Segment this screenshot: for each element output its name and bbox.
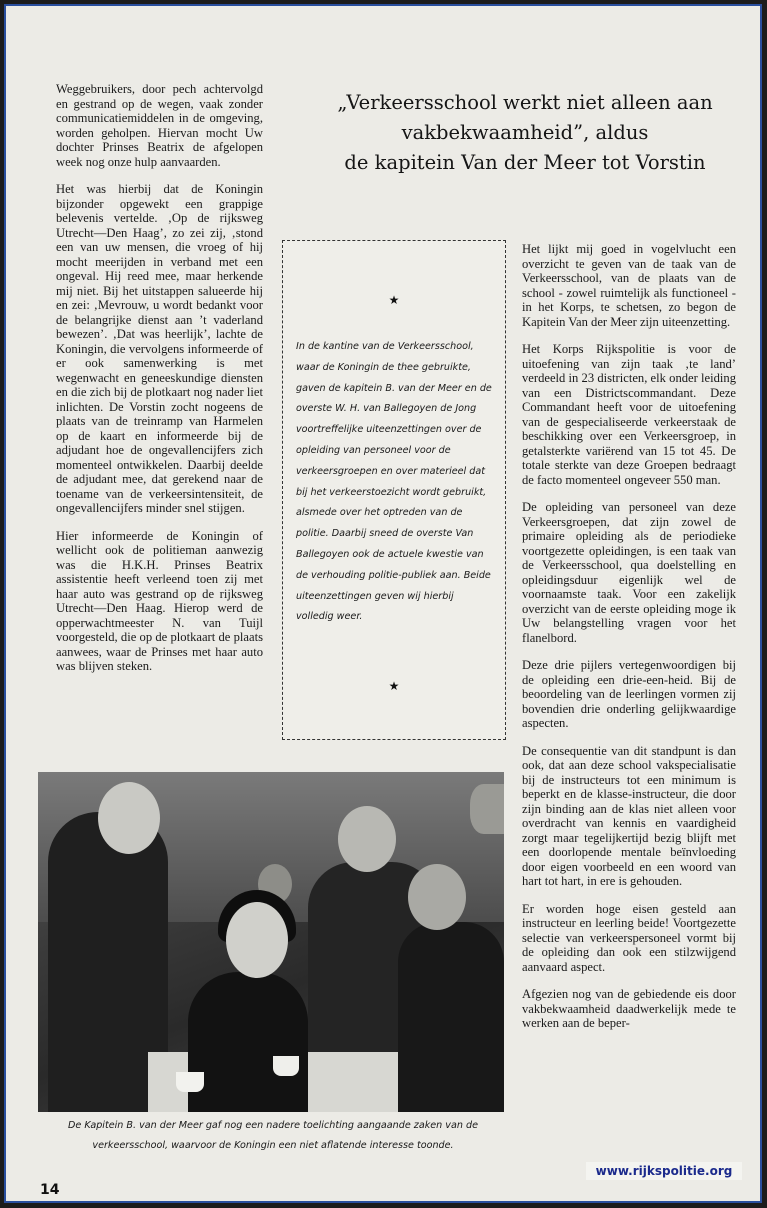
article-headline bbox=[294, 88, 756, 178]
photograph bbox=[38, 772, 504, 1112]
photo-person bbox=[98, 782, 160, 854]
headline-line-2: vakbekwaamheid”, aldus bbox=[401, 121, 649, 144]
right-paragraph-7: Afgezien nog van de gebiedende eis door vakbekwaamheid daadwerkelijk mede te werken aan de beper- bbox=[522, 987, 736, 1030]
photo-cup bbox=[273, 1056, 299, 1076]
photo-cup bbox=[176, 1072, 204, 1092]
source-watermark: www.rijkspolitie.org bbox=[586, 1162, 742, 1180]
right-paragraph-4: Deze drie pijlers vertegenwoordigen bij de opleiding een drie-een-heid. Bij de beoordeling van de leerlingen vormen zij bovendien drie onderling gelijkwaardige aspecten. bbox=[522, 658, 736, 730]
right-paragraph-5: De consequentie van dit standpunt is dan ook, dat aan deze school vakspecialisatie bij de instructeurs tot een minimum is beperkt en de klasse-instructeur, die door zijn binding aan de klas niet alleen voor overdracht van kennis en vaardigheid zorgt maar tegelijkertijd bezig blijft met een doorlopende mentale beïnvloeding door eigen voorbeeld en een woord van hart tot hart, in ere is gehouden. bbox=[522, 743, 736, 888]
headline-line-1: „Verkeersschool werkt niet alleen aan bbox=[337, 91, 713, 114]
left-paragraph-3: Hier informeerde de Koningin of wellicht ook de politieman aanwezig was die H.K.H. Prinses Beatrix assistentie heeft verleend toen zij met haar auto was gestrand op de rijksweg Utrecht—Den Haag. Hierop werd de opperwachtmeester N. van Tuijl voorgesteld, die op de plotkaart de plaats aanwees, waar de Prinses met haar auto was blijven steken. bbox=[56, 528, 263, 673]
right-paragraph-1: Het lijkt mij goed in vogelvlucht een overzicht te geven van de taak van de Verkeersschool, van de plaats van de school - zowel ruimtelijk als functioneel - in het Korps, te schetsen, zo begon de Kapitein Van der Meer zijn uiteenzetting. bbox=[522, 242, 736, 329]
photo-person bbox=[470, 784, 504, 834]
photo-caption: De Kapitein B. van der Meer gaf nog een nadere toelichting aangaande zaken van de verkeersschool, waarvoor de Koningin een niet aflatende interesse toonde. bbox=[68, 1120, 478, 1151]
star-icon: ★ bbox=[388, 679, 400, 693]
magazine-page bbox=[4, 4, 762, 1203]
right-paragraph-3: De opleiding van personeel van deze Verkeersgroepen, dat zijn zowel de primaire opleiding als de periodieke voortgezette opleidingen, is een taak van de Verkeersschool, qua doelstelling en opleidingsduur eigenlijk wel de voornaamste taak. Voor een zakelijk overzicht van de eerste opleiding moge ik Uw belangstelling vragen voor het flanelbord. bbox=[522, 500, 736, 645]
left-paragraph-1: Weggebruikers, door pech achtervolgd en gestrand op de wegen, vaak zonder communicatiemiddelen in de omgeving, worden geholpen. Hiervan mocht Uw dochter Prinses Beatrix de afgelopen week nog onze hulp aanvaarden. bbox=[56, 82, 263, 169]
photo-person bbox=[398, 922, 504, 1112]
left-paragraph-2: Het was hierbij dat de Koningin bijzonder opgewekt een grappige belevenis vertelde. ‚Op de rijksweg Utrecht—Den Haag’, zo zei zij, ‚stond een van uw mensen, die vroeg of hij mocht meerijden in verband met een ongeval. Hij reed mee, maar herkende mij niet. Bij het uitstappen salueerde hij en zei: ‚Mevrouw, u wordt bedankt voor de belangrijke dienst aan ’t vaderland bewezen’. ‚Dat was heerlijk’, lachte de Koningin, die vervolgens informeerde of er ook samenwerking is met wegenwacht en geneeskundige diensten en die zich bij de plotkaart nog nader liet inlichten. De Vorstin zocht nogeens de plaats van de treinramp van Harmelen op de kaart en informeerde bij de adjudant hoe de ongevallencijfers zich momenteel ontwikkelen. Daarbij deelde de adjudant mee, dat gerekend naar de toename van de verkeersintensiteit, de ongevallencijfers minder snel stijgen. bbox=[56, 182, 263, 515]
right-paragraph-6: Er worden hoge eisen gesteld aan instructeur en leerling beide! Voortgezette selectie van verkeerspersoneel vormt bij de opleiding dan ook een stilzwijgend aanvaard aspect. bbox=[522, 901, 736, 974]
photo-person bbox=[408, 864, 466, 930]
photo-person bbox=[226, 902, 288, 978]
right-column bbox=[522, 242, 736, 1044]
page-number: 14 bbox=[40, 1182, 60, 1198]
headline-line-3: de kapitein Van der Meer tot Vorstin bbox=[344, 151, 706, 174]
photo-person bbox=[188, 972, 308, 1112]
intro-box-text: In de kantine van de Verkeersschool, waar de Koningin de thee gebruikte, gaven de kapitein B. van der Meer en de overste W. H. van Ballegoyen de Jong voortreffelijke uiteenzettingen over de opleiding van personeel voor de verkeersgroepen en over materieel dat bij het verkeerstoezicht wordt gebruikt, alsmede over het optreden van de politie. Daarbij sneed de overste Van Ballegoyen ook de actuele kwestie van de verhouding politie-publiek aan. Beide uiteenzettingen geven wij hierbij volledig weer. bbox=[296, 341, 492, 623]
right-paragraph-2: Het Korps Rijkspolitie is voor de uitoefening van zijn taak ‚te land’ verdeeld in 23 districten, elk onder leiding van een Districtscommandant. Deze Commandant heeft voor de uitoefening van de gespecialiseerde verkeerstaak de beschikking over een Verkeersgroep, in getalsterkte variërend van 15 tot 45. De totale sterkte van deze Groepen bedraagt de facto momenteel ongeveer 550 man. bbox=[522, 342, 736, 487]
left-column bbox=[56, 82, 263, 687]
intro-box bbox=[282, 240, 506, 740]
star-icon: ★ bbox=[388, 293, 400, 307]
photo-person bbox=[338, 806, 396, 872]
